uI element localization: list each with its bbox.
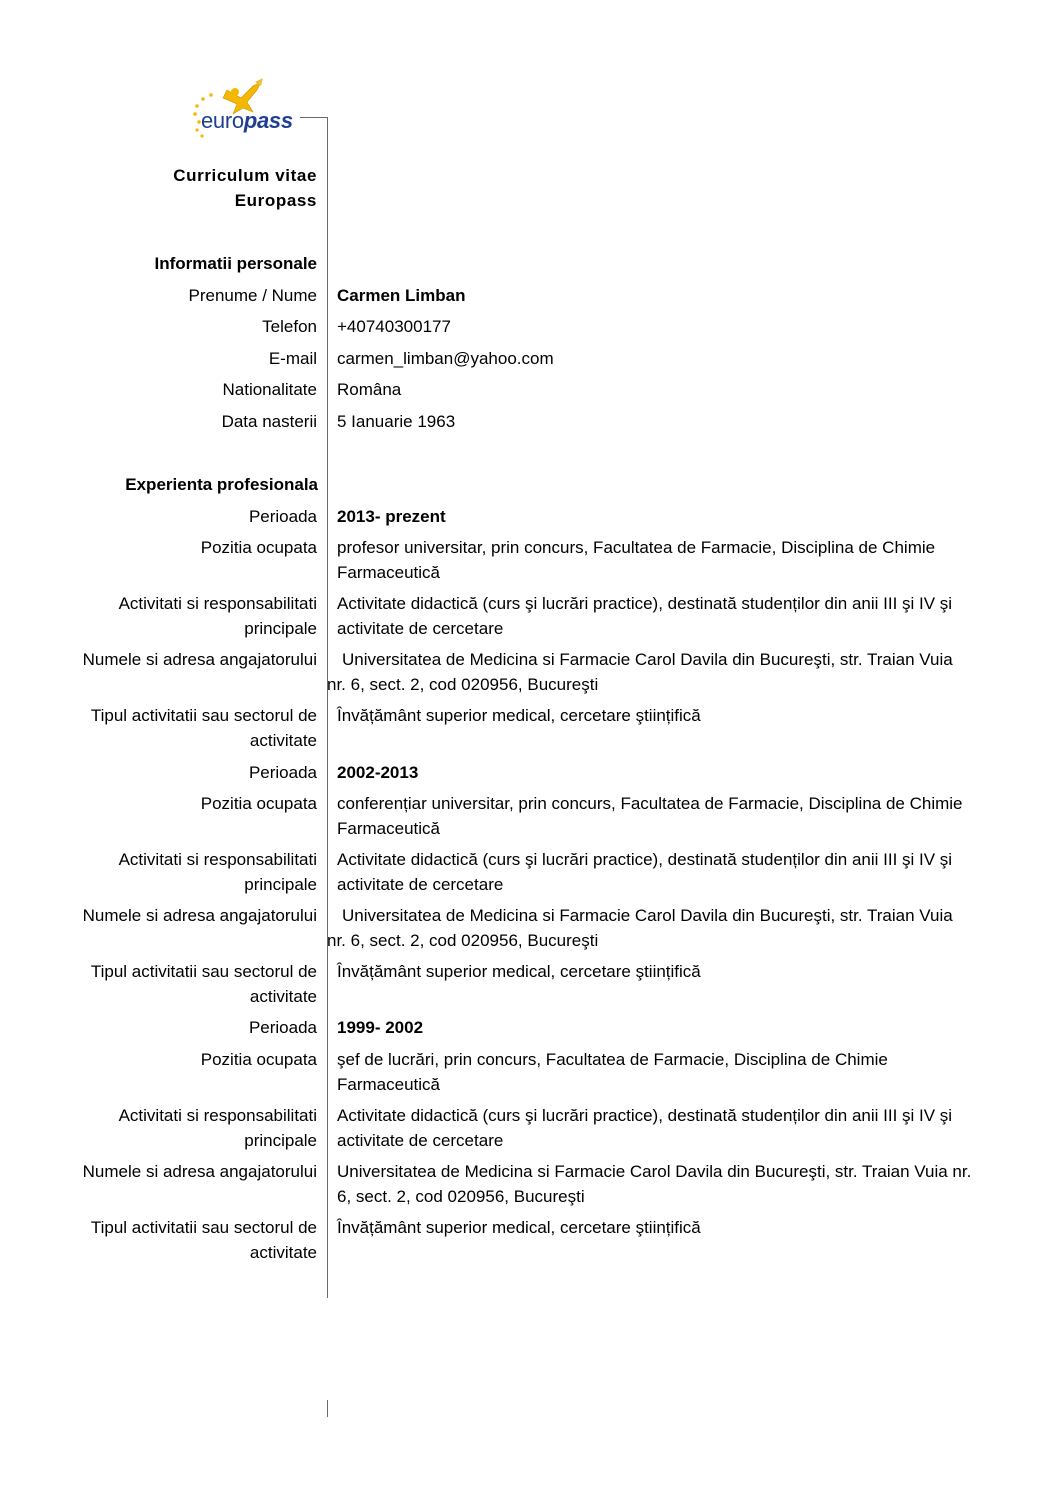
label-period: Perioada (248, 763, 317, 782)
field-value-email[interactable]: carmen_limban@yahoo.com (337, 349, 554, 368)
header-rule (300, 117, 328, 118)
label-period: Perioada (248, 507, 317, 526)
label-employer: Numele si adresa angajatorului (82, 650, 317, 669)
label-position: Pozitia ocupata (200, 538, 317, 557)
section-heading-experience: Experienta profesionala (125, 475, 318, 494)
period-value: 1999- 2002 (337, 1018, 424, 1037)
cv-title-line2: Europass (234, 191, 317, 210)
position-value: şef de lucrări, prin concurs, Facultatea de Farmacie, Disciplina de Chimie Farmaceutică (337, 1050, 888, 1094)
section-heading-personal: Informatii personale (154, 254, 317, 273)
label-activities: Activitati si responsabilitati principale (118, 594, 317, 638)
field-label: Telefon (262, 317, 317, 336)
period-value: 2013- prezent (337, 507, 446, 526)
label-position: Pozitia ocupata (200, 1050, 317, 1069)
position-value: profesor universitar, prin concurs, Facultatea de Farmacie, Disciplina de Chimie Farmaceutică (337, 538, 936, 582)
employer-value: Universitatea de Medicina si Farmacie Carol Davila din Bucureşti, str. Traian Vuia nr. 6, sect. 2, cod 020956, Bucureşti (327, 906, 953, 950)
label-sector: Tipul activitatii sau sectorul de activitate (90, 1218, 317, 1262)
cv-title-line1: Curriculum vitae (173, 166, 317, 185)
field-value-name: Carmen Limban (337, 286, 466, 305)
field-label: Prenume / Nume (188, 286, 317, 305)
label-employer: Numele si adresa angajatorului (82, 1162, 317, 1181)
sector-value: Învățământ superior medical, cercetare ştiințifică (337, 1218, 701, 1237)
field-label: Data nasterii (221, 412, 317, 431)
activities-value: Activitate didactică (curs şi lucrări practice), destinată studenților din anii III şi IV şi activitate de cercetare (337, 594, 953, 638)
field-label: E-mail (268, 349, 317, 368)
field-value-phone: +40740300177 (337, 317, 451, 336)
label-activities: Activitati si responsabilitati principale (118, 850, 317, 894)
footer-divider (327, 1400, 328, 1417)
label-activities: Activitati si responsabilitati principale (118, 1106, 317, 1150)
field-value-birthdate: 5 Ianuarie 1963 (337, 412, 456, 431)
position-value: conferențiar universitar, prin concurs, Facultatea de Farmacie, Disciplina de Chimie Farmaceutică (337, 794, 963, 838)
employer-value: Universitatea de Medicina si Farmacie Carol Davila din Bucureşti, str. Traian Vuia nr. 6, sect. 2, cod 020956, Bucureşti (337, 1162, 972, 1206)
label-position: Pozitia ocupata (200, 794, 317, 813)
label-sector: Tipul activitatii sau sectorul de activitate (90, 706, 317, 750)
field-label: Nationalitate (222, 380, 317, 399)
activities-value: Activitate didactică (curs şi lucrări practice), destinată studenților din anii III şi IV şi activitate de cercetare (337, 850, 953, 894)
employer-value: Universitatea de Medicina si Farmacie Carol Davila din Bucureşti, str. Traian Vuia nr. 6, sect. 2, cod 020956, Bucureşti (327, 650, 953, 694)
period-value: 2002-2013 (337, 763, 419, 782)
label-employer: Numele si adresa angajatorului (82, 906, 317, 925)
label-period: Perioada (248, 1018, 317, 1037)
field-value-nationality: Româna (337, 380, 402, 399)
sector-value: Învățământ superior medical, cercetare ştiințifică (337, 706, 701, 725)
europass-wordmark: europass (201, 108, 293, 133)
activities-value: Activitate didactică (curs şi lucrări practice), destinată studenților din anii III şi IV şi activitate de cercetare (337, 1106, 953, 1150)
column-divider (327, 117, 328, 1298)
sector-value: Învățământ superior medical, cercetare ştiințifică (337, 962, 701, 981)
europass-logo (183, 78, 333, 144)
label-sector: Tipul activitatii sau sectorul de activitate (90, 962, 317, 1006)
